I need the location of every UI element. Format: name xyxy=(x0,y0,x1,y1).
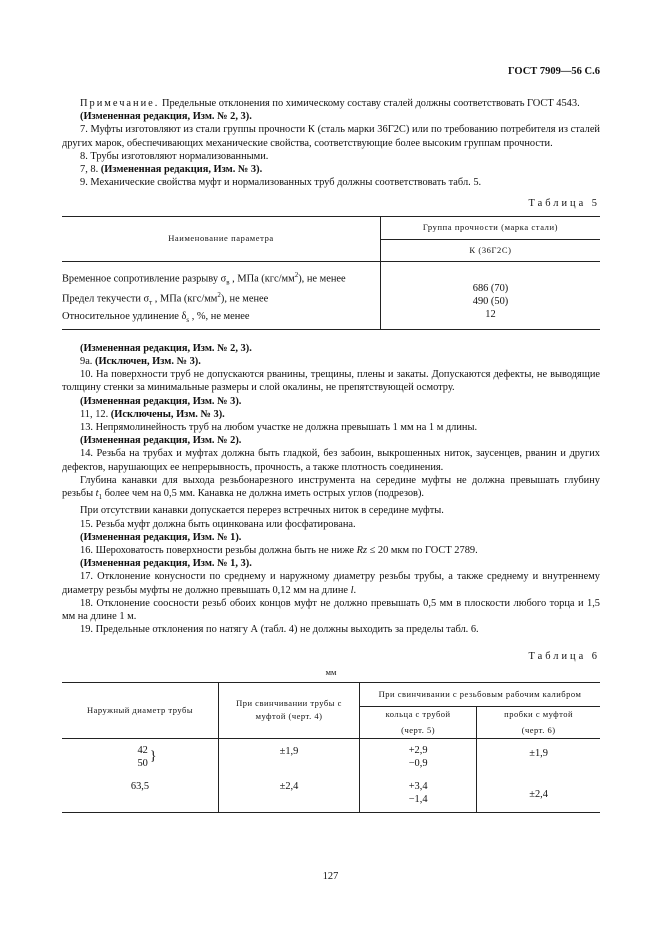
edit-note: (Измененная редакция, Изм. № 2, 3). xyxy=(80,342,252,354)
table5-values xyxy=(381,261,601,329)
edit-note: (Измененная редакция, Изм. № 2, 3). xyxy=(80,111,252,123)
param-name: Временное сопротивление разрыву σ xyxy=(62,273,227,285)
header-text: (черт. 6) xyxy=(521,724,556,735)
table-cell xyxy=(360,738,477,774)
table-cell xyxy=(62,738,219,774)
edit-note: (Исключен, Изм. № 3). xyxy=(95,356,201,367)
table-row xyxy=(62,774,600,812)
table6-header-ring xyxy=(360,706,477,738)
diameter-value: 50 xyxy=(137,757,148,769)
table-row xyxy=(62,310,374,327)
table-cell: 12 xyxy=(485,308,496,320)
table-cell: 490 (50) xyxy=(472,295,509,307)
table-cell: ±2,4 xyxy=(219,774,360,812)
clause-18: 18. Отклонение соосности резьб обоих концов муфт не должно превышать 0,5 мм в плоскости любого торца и 1,5 мм на длине 1 м. xyxy=(62,597,600,622)
text-span: ≤ 20 мкм по ГОСТ 2789. xyxy=(367,544,478,556)
note-label: Примечание. xyxy=(80,98,160,109)
clause-14: 14. Резьба на трубах и муфтах должна быть гладкой, без забоин, выкрошенных ниток, заусенцев, рванин и других дефектов, нарушающих ее непрерывность, прочность, а также плотность соединения. xyxy=(62,448,600,473)
clause-16 xyxy=(62,544,600,557)
edit-note: (Измененная редакция, Изм. № 3). xyxy=(100,164,263,176)
clause-8: 8. Трубы изготовляют нормализованными. xyxy=(80,150,269,162)
note-text: Предельные отклонения по химическому составу сталей должны соответствовать ГОСТ 4543. xyxy=(159,98,580,109)
table6-header-gauge: При свинчивании с резьбовым рабочим калибром xyxy=(360,682,601,706)
clause-11-12 xyxy=(62,408,600,421)
brace-icon: } xyxy=(149,748,157,764)
table-row xyxy=(62,738,600,774)
clause-14-groove xyxy=(62,474,600,504)
table-row xyxy=(62,289,374,310)
clause-19: 19. Предельные отклонения по натягу А (табл. 4) не должны выходить за пределы табл. 6. xyxy=(80,624,479,636)
table-cell: 63,5 xyxy=(62,774,219,812)
param-sub: в xyxy=(226,278,230,287)
clause-num: 11, 12. xyxy=(80,408,111,420)
symbol-rz: Rz xyxy=(356,544,368,556)
table-row xyxy=(62,269,374,290)
text-span: 16. Шероховатость поверхности резьбы должна быть не ниже xyxy=(80,544,357,556)
edit-note: (Исключены, Изм. № 3). xyxy=(110,408,225,420)
table6-header-coupling: При свинчивании трубы с муфтой (черт. 4) xyxy=(219,682,360,738)
header-text: кольца с трубой xyxy=(385,708,451,719)
param-sub: т xyxy=(149,298,153,307)
symbol-l: l xyxy=(350,584,354,596)
clause-num: 9а. xyxy=(80,356,96,367)
header-text: (черт. 5) xyxy=(401,724,436,735)
param-name: Относительное удлинение δ xyxy=(62,310,187,322)
diameter-value: 42 xyxy=(137,744,148,756)
param-name: ), не менее xyxy=(298,273,346,285)
ring-value: −0,9 xyxy=(408,757,428,769)
page-number: 127 xyxy=(322,871,339,882)
clause-15: 15. Резьба муфт должна быть оцинкована или фосфатирована. xyxy=(80,518,356,530)
document-body xyxy=(62,97,600,813)
table5-param-names xyxy=(62,261,381,329)
param-name: , МПа (кгс/мм xyxy=(152,293,218,305)
table-cell: ±1,9 xyxy=(529,747,548,759)
table-cell: ±2,4 xyxy=(529,789,548,801)
clause-9a xyxy=(62,355,600,368)
table5-col1-header: Наименование параметра xyxy=(62,216,381,261)
table5-col2-subheader: К (36Г2С) xyxy=(469,244,512,255)
param-name: , МПа (кгс/мм xyxy=(229,273,295,285)
ring-value: −1,4 xyxy=(408,794,428,806)
clause-num: 7, 8. xyxy=(80,164,101,176)
edit-note: (Измененная редакция, Изм. № 1). xyxy=(80,531,242,543)
param-name: Предел текучести σ xyxy=(62,293,150,305)
clause-10: 10. На поверхности труб не допускаются рванины, трещины, плены и закаты. Допускаются дефекты, не выводящие толщину стенки за минимальные размеры и слой окалины, не препятствующей осмотру. xyxy=(62,369,600,394)
symbol-sub: 1 xyxy=(98,493,103,502)
table-cell xyxy=(360,774,477,812)
clause-13: 13. Непрямолинейность труб на любом участке не должна превышать 1 мм на 1 м длины. xyxy=(80,422,478,434)
clause-14-cut: При отсутствии канавки допускается перерез встречных ниток в середине муфты. xyxy=(80,505,444,517)
table6-header-plug xyxy=(477,706,600,738)
table6-header-diameter: Наружный диаметр трубы xyxy=(62,682,219,738)
edit-note: (Измененная редакция, Изм. № 2). xyxy=(80,435,242,447)
table5-col2-header: Группа прочности (марка стали) xyxy=(381,216,601,239)
clause-7: 7. Муфты изготовляют из стали группы прочности К (сталь марки 36Г2С) или по требованию потребителя из сталей других марок, обеспечивающих механические свойства, соответствующие более высоким группам прочности. xyxy=(62,124,600,149)
ring-value: +3,4 xyxy=(408,781,428,793)
page-header: ГОСТ 7909—56 С.6 xyxy=(507,66,600,77)
clause-9: 9. Механические свойства муфт и нормализованных труб должны соответствовать табл. 5. xyxy=(80,177,482,189)
text-span: 17. Отклонение конусности по среднему и наружному диаметру резьбы трубы, а также среднему и внутреннему диаметру резьбы муфты не должно превышать 0,12 мм на длине xyxy=(62,571,600,596)
header-text: пробки с муфтой xyxy=(504,708,574,719)
param-name: ), не менее xyxy=(220,293,269,305)
table-cell: ±1,9 xyxy=(219,738,360,774)
clause-17 xyxy=(62,570,600,596)
param-sup: 2 xyxy=(294,270,299,279)
note-paragraph xyxy=(62,97,600,110)
edit-note: (Измененная редакция, Изм. № 1, 3). xyxy=(80,558,252,570)
table5-caption: Таблица 5 xyxy=(528,198,600,210)
clause-7-8 xyxy=(62,163,600,176)
edit-note: (Измененная редакция, Изм. № 3). xyxy=(80,395,242,407)
text-span: Глубина канавки для выхода резьбонарезного инструмента на середине муфты не должна превышать глубину резьбы xyxy=(62,474,600,500)
table6-unit: мм xyxy=(325,666,337,677)
param-name: , %, не менее xyxy=(189,310,250,322)
symbol-t: t xyxy=(95,488,99,500)
param-sup: 2 xyxy=(217,291,221,300)
table-5 xyxy=(62,216,600,330)
table-6 xyxy=(62,682,600,813)
param-sub: s xyxy=(186,315,190,324)
ring-value: +2,9 xyxy=(408,744,428,756)
text-span: . xyxy=(353,584,357,596)
text-span: более чем на 0,5 мм. Канавка не должна иметь острых углов (подрезов). xyxy=(102,488,425,500)
table-cell: 686 (70) xyxy=(472,282,509,294)
table6-caption: Таблица 6 xyxy=(528,651,600,663)
